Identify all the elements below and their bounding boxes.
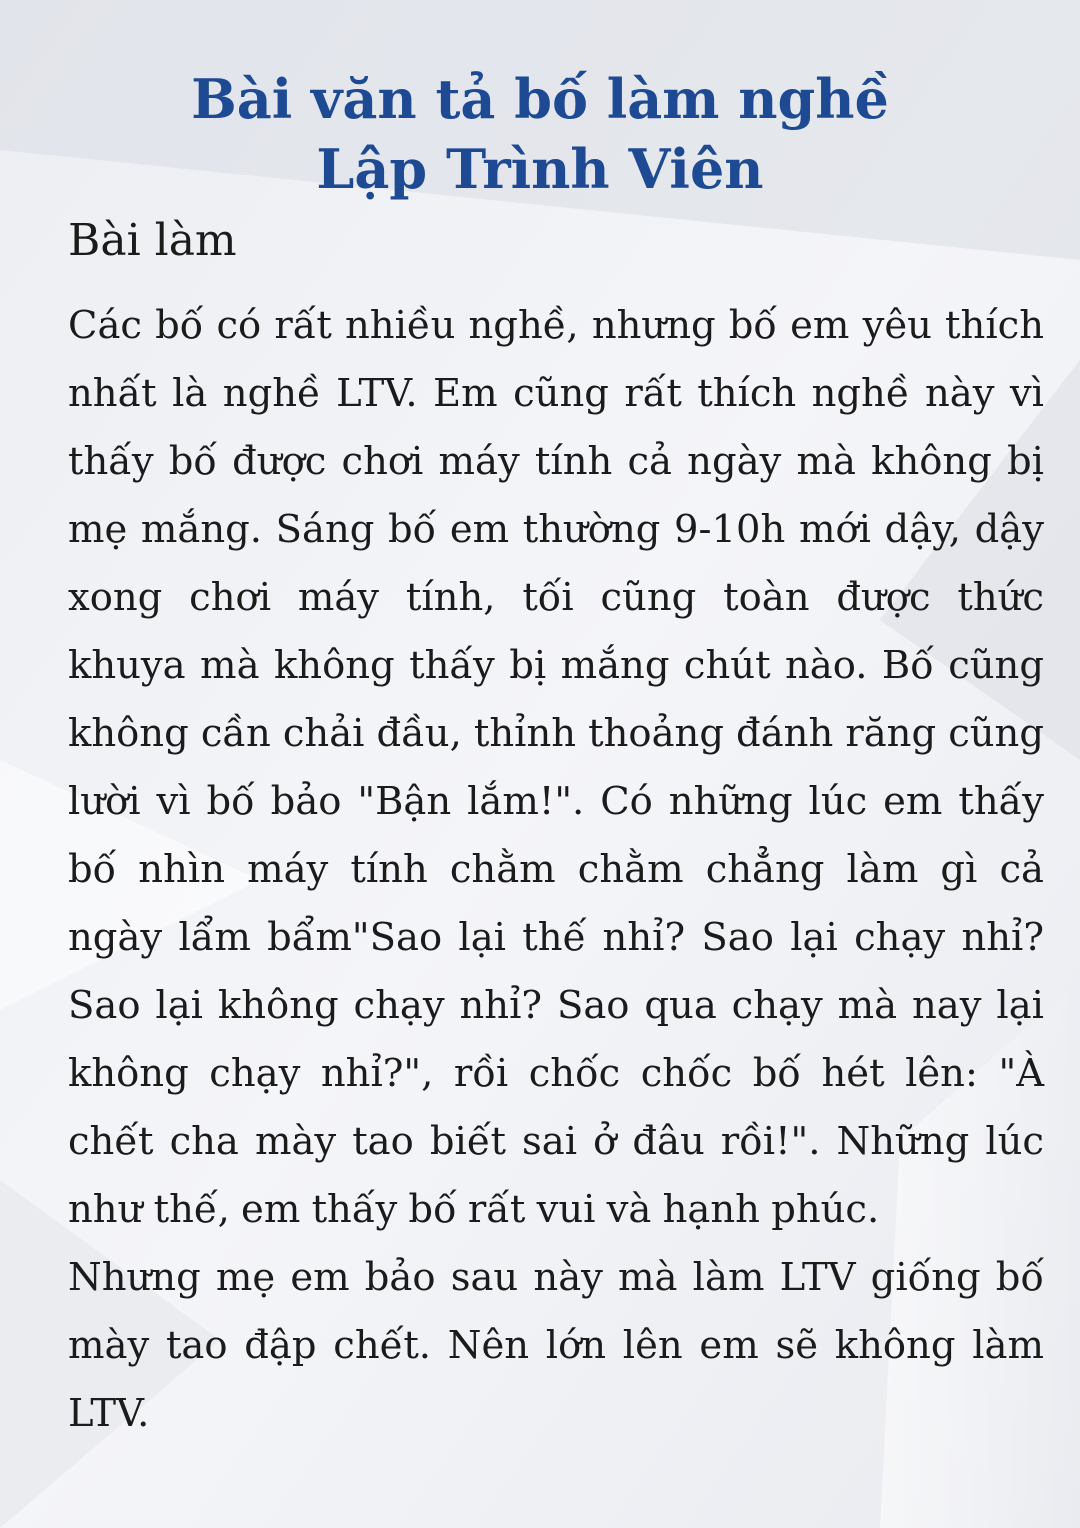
- body-paragraph-2: Nhưng mẹ em bảo sau này mà làm LTV giống bố mày tao đập chết. Nên lớn lên em sẽ không làm LTV.: [68, 1255, 1044, 1436]
- document-title: [0, 64, 1080, 204]
- title-line-2: Lập Trình Viên: [316, 137, 764, 201]
- body-paragraph-1: Các bố có rất nhiều nghề, nhưng bố em yêu thích nhất là nghề LTV. Em cũng rất thích nghề này vì thấy bố được chơi máy tính cả ngày mà không bị mẹ mắng. Sáng bố em thường 9-10h mới dậy, dậy xong chơi máy tính, tối cũng toàn được thức khuya mà không thấy bị mắng chút nào. Bố cũng không cần chải đầu, thỉnh thoảng đánh răng cũng lười vì bố bảo "Bận lắm!". Có những lúc em thấy bố nhìn máy tính chằm chằm chẳng làm gì cả ngày lẩm bẩm"Sao lại thế nhỉ? Sao lại chạy nhỉ? Sao lại không chạy nhỉ? Sao qua chạy mà nay lại không chạy nhỉ?", rồi chốc chốc bố hét lên: "À chết cha mày tao biết sai ở đâu rồi!". Những lúc như thế, em thấy bố rất vui và hạnh phúc.: [68, 303, 1044, 1232]
- document-body: [68, 292, 1044, 1448]
- document-subtitle: Bài làm: [68, 215, 237, 266]
- title-line-1: Bài văn tả bố làm nghề: [191, 67, 889, 131]
